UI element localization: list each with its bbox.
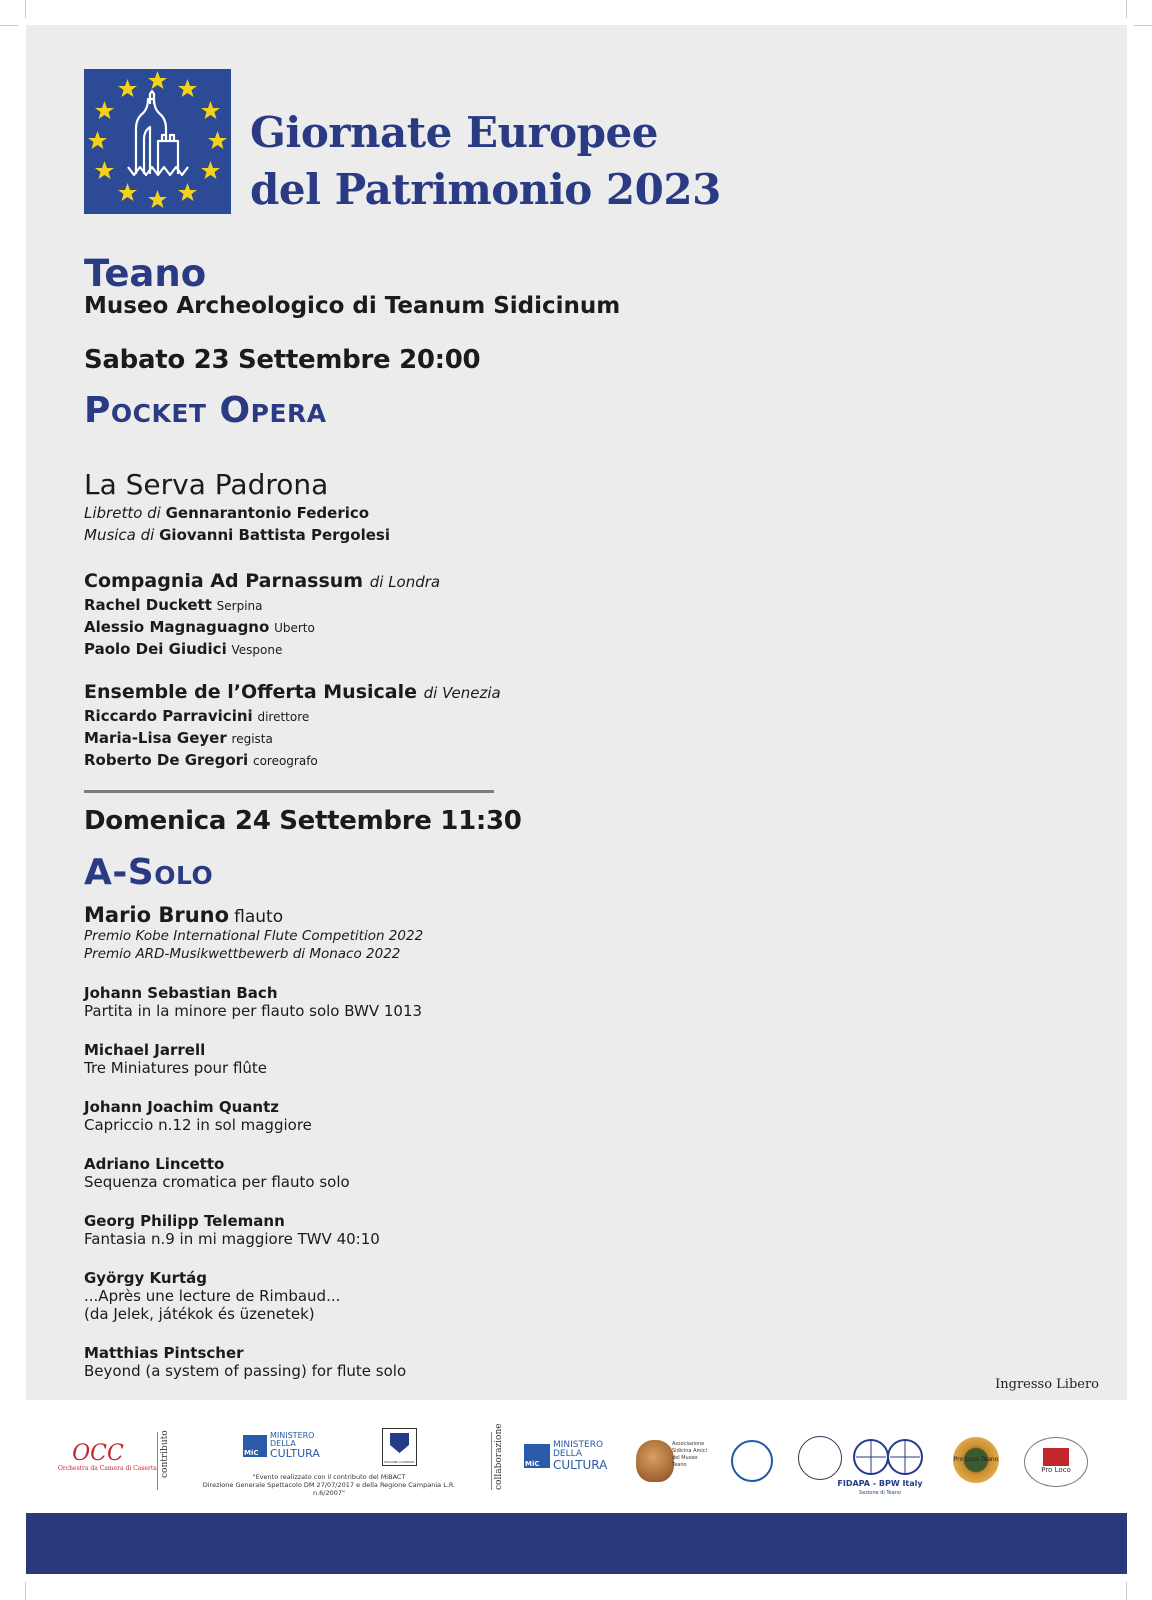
european-heritage-days-logo [84, 69, 231, 214]
performer-line [84, 903, 283, 927]
club-circle-logo [731, 1440, 773, 1482]
company-name: Compagnia Ad Parnassum [84, 570, 364, 592]
composer: Matthias Pintscher [84, 1344, 244, 1362]
occ-logo [58, 1441, 157, 1472]
crop-mark [0, 25, 18, 26]
work: ...Après une lecture de Rimbaud... [84, 1287, 341, 1305]
proloco-teano-logo: Pro Loco Teano [953, 1437, 999, 1483]
program-item [84, 1098, 312, 1134]
cast-role: Serpina [216, 599, 263, 613]
cast-name: Alessio Magnaguagno [84, 618, 270, 636]
staff-name: Maria-Lisa Geyer [84, 729, 227, 747]
ensemble-name: Ensemble de l’Offerta Musicale [84, 681, 418, 703]
cast-member [84, 638, 282, 661]
collaborazione-label: collaborazione [494, 1423, 504, 1490]
regione-campania-logo: REGIONE CAMPANIA [382, 1428, 417, 1466]
program-item [84, 1269, 340, 1323]
cast-role: Vespone [231, 643, 283, 657]
program-item [84, 1344, 406, 1380]
company-origin: di Londra [369, 573, 441, 591]
staff-member [84, 749, 318, 772]
fidapa-label: FIDAPA - BPW Italy [837, 1479, 923, 1488]
footer-bar [26, 1513, 1127, 1574]
work: Fantasia n.9 in mi maggiore TWV 40:10 [84, 1230, 380, 1248]
crop-mark [25, 1582, 26, 1600]
ensemble-origin: di Venezia [423, 684, 501, 702]
cast-role: Uberto [274, 621, 315, 635]
eu-stars-icon [84, 69, 231, 214]
staff-member [84, 705, 309, 728]
award-1: Premio Kobe International Flute Competition 2022 [84, 928, 424, 944]
venue-name: Museo Archeologico di Teanum Sidicinum [84, 293, 621, 319]
contributo-label: contributo [160, 1430, 170, 1478]
crop-mark [1126, 0, 1127, 18]
musica-credit [84, 524, 390, 546]
ministero-text: MINISTERO DELLA CULTURA [270, 1431, 320, 1460]
free-entry-note: Ingresso Libero [995, 1377, 1099, 1392]
staff-name: Roberto De Gregori [84, 751, 249, 769]
work: Capriccio n.12 in sol maggiore [84, 1116, 312, 1134]
fidapa-sublabel: Sezione di Teano [859, 1490, 901, 1496]
contribution-note: "Evento realizzato con il contributo del MiBACT Direzione Generale Spettacolo DM 27/07/2017 e della Regione Campania L.R. n.6/2007" [202, 1473, 456, 1497]
work: Partita in la minore per flauto solo BWV 1013 [84, 1002, 423, 1020]
composer: Johann Joachim Quantz [84, 1098, 279, 1116]
program-item [84, 1155, 350, 1191]
crop-mark [1134, 25, 1152, 26]
composer: Georg Philipp Telemann [84, 1212, 285, 1230]
event2-show-title: A-Solo [84, 852, 214, 893]
award-2: Premio ARD-Musikwettbewerb di Monaco 2022 [84, 946, 401, 962]
cast-member [84, 616, 315, 639]
opera-title: La Serva Padrona [84, 468, 329, 501]
staff-role: coreografo [252, 754, 318, 768]
program-item [84, 1212, 380, 1248]
program-item [84, 1041, 267, 1077]
title-line-2: del Patrimonio 2023 [250, 165, 721, 214]
performer-name: Mario Bruno [84, 903, 230, 927]
mic-icon: MiC [524, 1444, 550, 1468]
libretto-name: Gennarantonio Federico [165, 504, 370, 522]
ensemble-heading [84, 681, 501, 703]
occ-mark: OCC [72, 1441, 124, 1466]
cast-name: Paolo Dei Giudici [84, 640, 227, 658]
associazione-text: Associazione Sidicina Amici del Museo Teano [672, 1441, 707, 1468]
shield-icon [390, 1433, 409, 1453]
staff-name: Riccardo Parravicini [84, 707, 253, 725]
staff-role: regista [231, 732, 273, 746]
work-subtitle: (da Jelek, játékok és üzenetek) [84, 1305, 315, 1323]
proloco-logo: Pro Loco [1024, 1437, 1088, 1487]
bpw-globes-icon [852, 1438, 924, 1476]
staff-member [84, 727, 273, 750]
mic-icon: MiC [243, 1435, 267, 1457]
fidapa-emblem-icon [798, 1436, 842, 1480]
city-name: Teano [84, 252, 207, 295]
work: Sequenza cromatica per flauto solo [84, 1173, 350, 1191]
work: Tre Miniatures pour flûte [84, 1059, 268, 1077]
occ-name: Orchestra da Camera di Caserta [58, 1465, 157, 1472]
composer: György Kurtág [84, 1269, 207, 1287]
title-line-1: Giornate Europee [250, 108, 658, 157]
composer: Johann Sebastian Bach [84, 984, 278, 1002]
musica-name: Giovanni Battista Pergolesi [159, 526, 390, 544]
ministero-logo-2 [524, 1441, 607, 1471]
composer: Michael Jarrell [84, 1041, 206, 1059]
page-title [250, 104, 721, 218]
program-item [84, 984, 422, 1020]
cast-member [84, 594, 263, 617]
section-divider [84, 790, 494, 793]
separator [491, 1432, 492, 1490]
composer: Adriano Lincetto [84, 1155, 225, 1173]
ministero-logo [243, 1432, 320, 1459]
staff-role: direttore [257, 710, 310, 724]
crop-mark [1126, 1582, 1127, 1600]
event1-show-title: Pocket Opera [84, 390, 327, 431]
house-icon [1043, 1448, 1069, 1466]
company-heading [84, 570, 440, 592]
event2-date: Domenica 24 Settembre 11:30 [84, 806, 522, 836]
separator [157, 1432, 158, 1490]
musica-label: Musica di [84, 526, 155, 544]
libretto-credit [84, 502, 369, 524]
work: Beyond (a system of passing) for flute solo [84, 1362, 407, 1380]
ministero-text: MINISTERO DELLA CULTURA [553, 1440, 608, 1472]
event1-date: Sabato 23 Settembre 20:00 [84, 345, 481, 375]
performer-instrument: flauto [234, 907, 284, 927]
cast-name: Rachel Duckett [84, 596, 212, 614]
libretto-label: Libretto di [84, 504, 161, 522]
crop-mark [25, 0, 26, 18]
museum-head-icon [636, 1440, 674, 1482]
